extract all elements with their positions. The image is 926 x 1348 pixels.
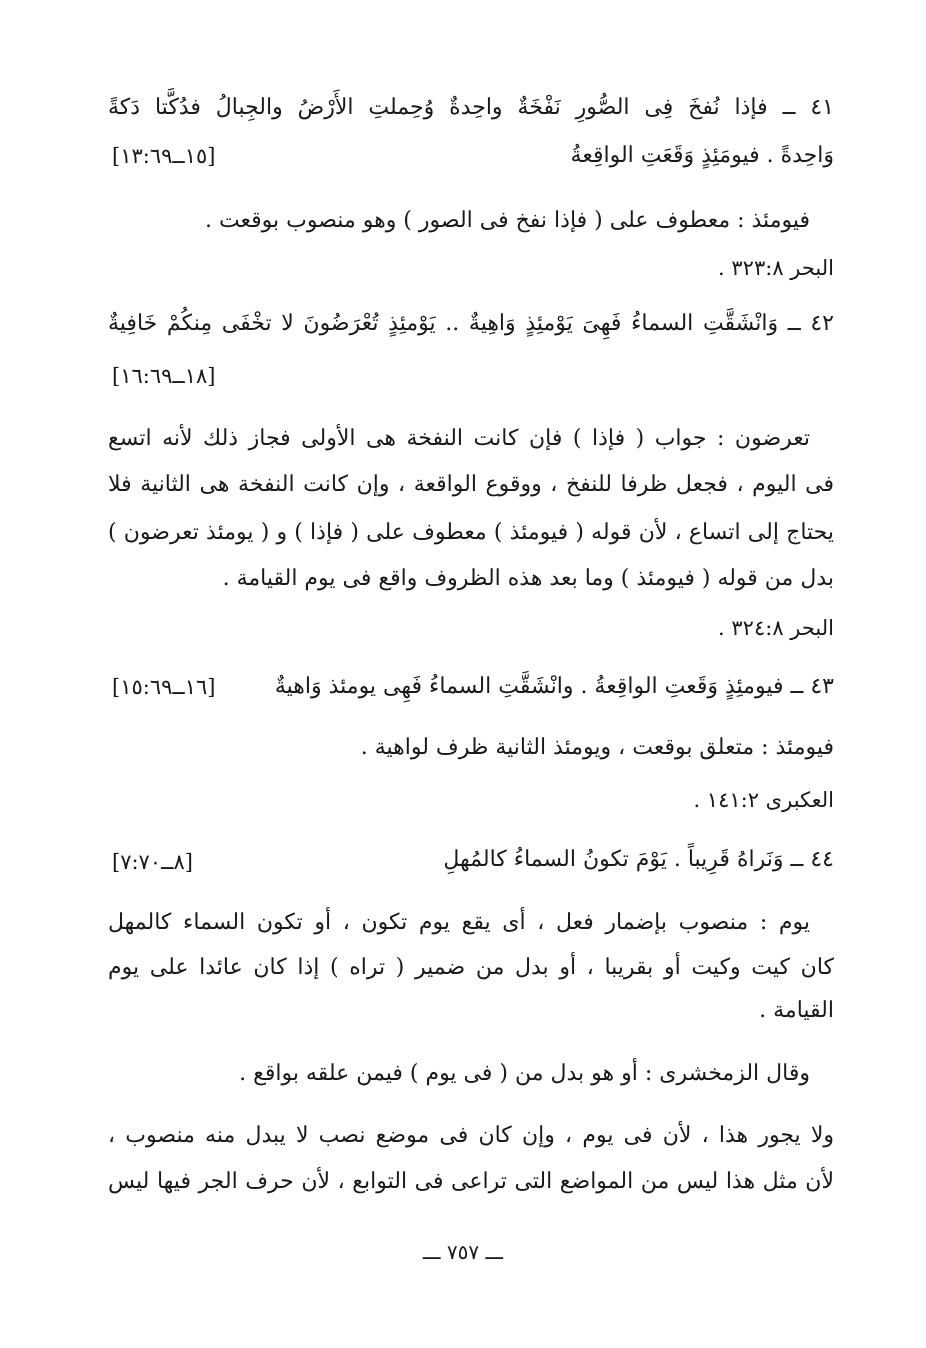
- note-42-line-2: فى اليوم ، فجعل ظرفا للنفخ ، ووقوع الواقعة ، وإن كانت النفخة هى الثانية فلا: [108, 472, 834, 497]
- verse-42-reference: [١٨ــ١٦:٦٩]: [112, 364, 216, 388]
- note-41-source: البحر ٣٢٣:٨ .: [718, 256, 834, 280]
- note-42-source: البحر ٣٢٤:٨ .: [718, 616, 834, 640]
- note-44-line-3: القيامة .: [759, 998, 834, 1023]
- note-43-source: العكبرى ١٤١:٢ .: [693, 788, 834, 812]
- verse-41-line-2: وَاحِدةً . فيومَئِذٍ وَقَعَتِ الواقِعةُ: [570, 143, 834, 168]
- verse-41-line-1: ٤١ ــ فإذا نُفخَ فِى الصُّورِ نَفْخَةٌ واحِدةٌ وُحِملتِ الأَرْضُ والجِبالُ فدُكَّتا دَكةً: [108, 95, 834, 120]
- page-number: ـــ ٧٥٧ ـــ: [422, 1240, 504, 1264]
- note-44-line-2: كان كيت وكيت أو بقريبا ، أو بدل من ضمير ( تراه ) إذا كان عائدا على يوم: [108, 955, 834, 980]
- note-42-line-1: تعرضون : جواب ( فإذا ) فإن كانت النفخة هى الأولى فجاز ذلك لأنه اتسع: [108, 426, 810, 451]
- note-44-line-1: يوم : منصوب بإضمار فعل ، أى يقع يوم تكون ، أو تكون السماء كالمهل: [108, 910, 810, 935]
- note-41-text: فيومئذ : معطوف على ( فإذا نفخ فى الصور ) وهو منصوب بوقعت .: [204, 208, 810, 233]
- verse-43-line-1: ٤٣ ــ فيومئِذٍ وَقَعتِ الواقِعةُ . وانْشَقَّتِ السماءُ فَهِى يومئذ وَاهيةٌ: [274, 674, 834, 699]
- note-44-line-6: لأن مثل هذا ليس من المواضع التى تراعى فى التوابع ، لأن حرف الجر فيها ليس: [108, 1169, 834, 1194]
- note-42-line-4: بدل من قوله ( فيومئذ ) وما بعد هذه الظروف واقع فى يوم القيامة .: [222, 566, 834, 591]
- verse-41-reference: [١٥ــ١٣:٦٩]: [112, 144, 216, 168]
- verse-44-reference: [٨ــ٧:٧٠]: [112, 850, 193, 874]
- verse-42-line-1: ٤٢ ــ وَانْشَقَّتِ السماءُ فَهِىَ يَوْمئِذٍ وَاهِيةٌ .. يَوْمئِذٍ تُعْرَضُونَ لا تخْفَى مِنكُمْ خَافِيةٌ: [108, 311, 834, 336]
- note-42-line-3: يحتاج إلى اتساع ، لأن قوله ( فيومئذ ) معطوف على ( فإذا ) و ( يومئذ تعرضون ): [108, 520, 834, 545]
- note-43-text: فيومئذ : متعلق بوقعت ، ويومئذ الثانية ظرف لواهية .: [360, 735, 834, 760]
- verse-44-line-1: ٤٤ ــ وَنَراهُ قَرِيباً . يَوْمَ تكونُ السماءُ كالمُهلِ: [443, 847, 834, 872]
- note-44-line-4: وقال الزمخشرى : أو هو بدل من ( فى يوم ) فيمن علقه بواقع .: [239, 1061, 810, 1086]
- verse-43-reference: [١٦ــ١٥:٦٩]: [112, 675, 216, 699]
- note-44-line-5: ولا يجور هذا ، لأن فى يوم ، وإن كان فى موضع نصب لا يبدل منه منصوب ،: [108, 1123, 834, 1148]
